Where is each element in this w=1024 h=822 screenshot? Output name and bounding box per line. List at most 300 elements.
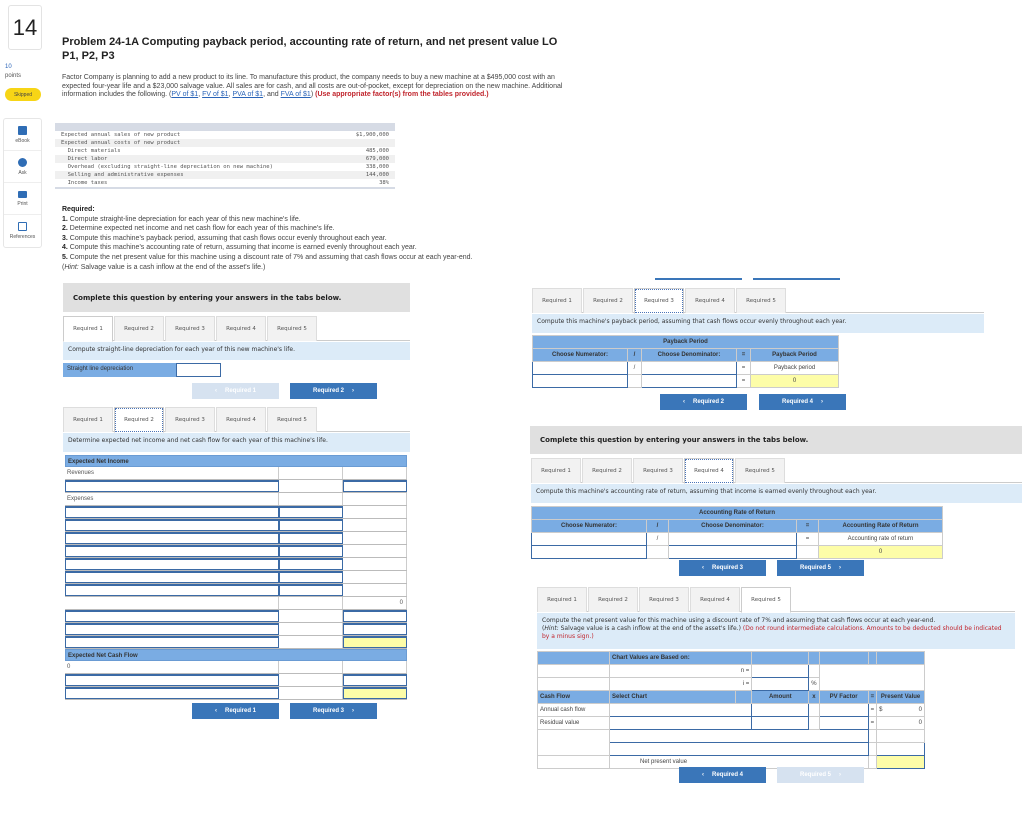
div-sign: / xyxy=(647,520,669,533)
pv-factor-input[interactable] xyxy=(819,704,868,717)
points-label: points xyxy=(5,73,22,79)
extra-row-input[interactable] xyxy=(610,743,869,756)
data-label: Direct materials xyxy=(61,148,121,154)
eq-sign: = xyxy=(868,691,877,704)
blank xyxy=(809,652,819,665)
printer-icon xyxy=(18,191,27,198)
blank xyxy=(647,546,669,559)
instruction-text: Compute the net present value for this machine using a discount rate of 7% and assuming that cash flows occur at each year-end. xyxy=(542,617,936,624)
sep: , and xyxy=(263,91,281,99)
amount-cell[interactable] xyxy=(279,558,343,570)
total-cell xyxy=(343,493,407,505)
tab-required-3[interactable]: Required 3 xyxy=(633,458,683,483)
amount-cell xyxy=(279,674,343,686)
button-label: Required 4 xyxy=(781,399,813,405)
total-cell xyxy=(343,467,407,479)
points-value: 10 xyxy=(5,64,12,70)
status-badge: Skipped xyxy=(5,88,41,101)
item-number: 2. xyxy=(62,225,68,233)
required-item xyxy=(62,224,562,234)
hint-label: Hint: xyxy=(544,625,559,632)
button-label: Required 1 xyxy=(224,388,256,394)
amount-input[interactable] xyxy=(752,704,809,717)
amount-cell xyxy=(279,687,343,699)
tab-required-3[interactable]: Required 3 xyxy=(165,407,215,432)
row-label: Residual value xyxy=(538,717,610,730)
numerator-header: Choose Numerator: xyxy=(533,349,628,362)
table-row xyxy=(65,519,407,532)
sidebar-item-ask[interactable] xyxy=(4,151,41,183)
chevron-right-icon: › xyxy=(839,565,841,571)
div-sign: / xyxy=(628,349,642,362)
percent-sign: % xyxy=(809,678,819,691)
prev-required-button[interactable] xyxy=(192,383,279,399)
req5-instruction: Compute the net present value for this machine using a discount rate of 7% and assuming that cash flows occur at each year-end. (Hint: Salvage value is a cash inflow at the end of the asset's life.) (Do not round intermediate calculations. Amounts to be deducted should be indicated by a minus sign.) xyxy=(537,613,1015,649)
data-label: Selling and administrative expenses xyxy=(61,172,184,178)
table-row xyxy=(65,480,407,493)
link-fva-of-1[interactable]: FVA of $1 xyxy=(280,91,311,99)
row-label-cell[interactable] xyxy=(65,571,279,583)
payback-table xyxy=(532,335,839,388)
tab-bar-req4 xyxy=(531,458,1022,483)
npv-label: Net present value xyxy=(610,756,869,769)
tab-required-1[interactable]: Required 1 xyxy=(532,288,582,313)
required-hint: (Hint: Salvage value is a cash inflow at the end of the asset's life.) xyxy=(62,263,266,271)
numerator-input[interactable] xyxy=(533,375,628,388)
table-row xyxy=(65,506,407,519)
depreciation-label: Straight line depreciation xyxy=(63,363,176,377)
present-value: 0 xyxy=(877,717,925,730)
book-icon xyxy=(18,126,27,135)
blank xyxy=(538,665,610,678)
data-row xyxy=(55,179,395,187)
blank xyxy=(809,717,819,730)
i-label: i = xyxy=(610,678,752,691)
npv-result[interactable] xyxy=(877,756,925,769)
tab-required-4[interactable]: Required 4 xyxy=(216,407,266,432)
item-number: 3. xyxy=(62,234,68,242)
data-value: $1,900,000 xyxy=(355,132,389,138)
button-label: Required 4 xyxy=(711,772,743,778)
data-label: Expected annual sales of new product xyxy=(61,132,181,138)
numerator-select[interactable] xyxy=(532,533,647,546)
eq-sign: = xyxy=(797,533,819,546)
select-chart-input[interactable] xyxy=(610,704,752,717)
row-label-cell xyxy=(65,597,279,609)
result-header: Accounting Rate of Return xyxy=(819,520,943,533)
sidebar-item-label: Ask xyxy=(18,169,27,176)
button-label: Required 5 xyxy=(799,565,831,571)
amount-cell[interactable] xyxy=(279,584,343,596)
sidebar-item-label: References xyxy=(9,234,36,240)
data-label: Income taxes xyxy=(61,180,108,186)
data-label: Expected annual costs of new product xyxy=(61,140,181,146)
denominator-select[interactable] xyxy=(642,362,737,375)
row-label-cell[interactable] xyxy=(65,545,279,557)
blank xyxy=(538,730,610,756)
item-text: Compute this machine's payback period, assuming that cash flows occur evenly throughout each year. xyxy=(69,234,387,242)
table-row xyxy=(65,584,407,597)
table-row xyxy=(65,467,407,480)
eq-sign: = xyxy=(737,349,751,362)
total-cell[interactable] xyxy=(343,674,407,686)
tab-required-5[interactable]: Required 5 xyxy=(736,288,786,313)
row-label-cell[interactable] xyxy=(65,687,279,699)
blank xyxy=(538,652,610,665)
prev-required-button[interactable] xyxy=(679,767,766,783)
table-row xyxy=(65,636,407,649)
row-label-cell[interactable] xyxy=(65,558,279,570)
tab-required-4[interactable]: Required 4 xyxy=(685,288,735,313)
total-cell xyxy=(343,571,407,583)
chevron-left-icon: ‹ xyxy=(701,772,704,778)
eq-sign: = xyxy=(868,704,877,717)
table-row xyxy=(65,623,407,636)
req2-instruction: Determine expected net income and net cash flow for each year of this machine's life. xyxy=(63,433,410,452)
data-value: 679,000 xyxy=(365,156,389,162)
arr-table xyxy=(531,506,943,559)
result-header: Payback Period xyxy=(751,349,839,362)
sep: , xyxy=(228,91,233,99)
extra-row-input[interactable] xyxy=(610,730,869,743)
button-label: Required 1 xyxy=(224,708,256,714)
table-row xyxy=(65,571,407,584)
amount-cell xyxy=(279,623,343,635)
blank xyxy=(809,665,819,678)
table-row xyxy=(65,493,407,506)
blank xyxy=(736,691,752,704)
tab-bar-req2 xyxy=(63,407,410,432)
data-value: 485,000 xyxy=(365,148,389,154)
pv-factor-input[interactable] xyxy=(819,717,868,730)
tab-required-2[interactable]: Required 2 xyxy=(114,407,164,433)
total-cell[interactable] xyxy=(343,623,407,635)
total-cell xyxy=(343,532,407,544)
item-number: 5. xyxy=(62,253,68,261)
chevron-left-icon: ‹ xyxy=(214,708,217,714)
table-row xyxy=(65,610,407,623)
amount-cell xyxy=(279,636,343,648)
row-label-cell[interactable] xyxy=(65,506,279,518)
sidebar-tools xyxy=(3,118,42,248)
complete-question-header: Complete this question by entering your answers in the tabs below. xyxy=(530,426,1022,454)
sidebar-item-label: eBook xyxy=(15,137,30,144)
total-cell[interactable] xyxy=(343,687,407,699)
data-row xyxy=(55,147,395,155)
tab-required-1[interactable]: Required 1 xyxy=(537,587,587,612)
prev-required-button[interactable] xyxy=(679,560,766,576)
given-data-table xyxy=(55,123,395,189)
tab-required-5[interactable]: Required 5 xyxy=(735,458,785,483)
item-text: Compute the net present value for this machine using a discount rate of 7% and assuming that cash flows occur at each year-end. xyxy=(69,253,473,261)
denominator-header: Choose Denominator: xyxy=(669,520,797,533)
denominator-input[interactable] xyxy=(669,546,797,559)
tab-bar-req1 xyxy=(63,316,410,341)
required-item xyxy=(62,243,562,253)
data-row xyxy=(55,155,395,163)
problem-text xyxy=(62,74,567,100)
div-sign: / xyxy=(628,362,642,375)
total-cell xyxy=(343,558,407,570)
button-label: Required 2 xyxy=(692,399,724,405)
next-required-button[interactable] xyxy=(290,383,377,399)
n-label: n = xyxy=(610,665,752,678)
link-pv-of-1[interactable]: PV of $1 xyxy=(171,91,199,99)
chat-bubble-icon xyxy=(18,158,27,167)
pv-factor-header: PV Factor xyxy=(819,691,868,704)
row-label-cell[interactable] xyxy=(65,519,279,531)
total-cell xyxy=(343,519,407,531)
payback-result: 0 xyxy=(751,375,839,388)
result-label: Accounting rate of return xyxy=(819,533,943,546)
eq-sign: = xyxy=(737,362,751,375)
blank xyxy=(868,743,877,756)
sidebar-item-print[interactable] xyxy=(4,183,41,215)
tab-required-3[interactable]: Required 3 xyxy=(634,288,684,314)
row-label-cell xyxy=(65,493,279,505)
chevron-left-icon: ‹ xyxy=(214,388,217,394)
select-chart-input[interactable] xyxy=(610,717,752,730)
question-number: 14 xyxy=(8,5,42,50)
blank xyxy=(797,546,819,559)
chevron-right-icon: › xyxy=(839,772,841,778)
tab-required-2[interactable]: Required 2 xyxy=(114,316,164,341)
total-cell[interactable] xyxy=(343,610,407,622)
present-value-header: Present Value xyxy=(877,691,925,704)
row-label-cell[interactable] xyxy=(65,674,279,686)
next-required-button[interactable] xyxy=(777,560,864,576)
data-value: 338,000 xyxy=(365,164,389,170)
div-sign: / xyxy=(647,533,669,546)
data-label: Direct labor xyxy=(61,156,108,162)
link-pva-of-1[interactable]: PVA of $1 xyxy=(232,91,264,99)
req4-instruction: Compute this machine's accounting rate of return, assuming that income is earned evenly throughout each year. xyxy=(531,484,1022,503)
row-label-cell[interactable] xyxy=(65,636,279,648)
denominator-input[interactable] xyxy=(642,375,737,388)
numerator-select[interactable] xyxy=(533,362,628,375)
row-label-cell[interactable] xyxy=(65,623,279,635)
denominator-header: Choose Denominator: xyxy=(642,349,737,362)
select-chart-header: Select Chart xyxy=(610,691,736,704)
cash-flow-header: Cash Flow xyxy=(538,691,610,704)
blank xyxy=(877,652,925,665)
eq-sign: = xyxy=(868,717,877,730)
numerator-input[interactable] xyxy=(532,546,647,559)
item-text: Compute straight-line depreciation for each year of this new machine's life. xyxy=(69,215,301,223)
blank xyxy=(868,756,877,769)
total-cell xyxy=(343,506,407,518)
amount-cell[interactable] xyxy=(279,545,343,557)
tab-required-1[interactable]: Required 1 xyxy=(531,458,581,483)
cash-flow-header: Expected Net Cash Flow xyxy=(65,649,407,661)
extra-value-input[interactable] xyxy=(877,743,925,756)
hint-label: Hint: xyxy=(64,263,79,271)
data-row xyxy=(55,171,395,179)
i-input[interactable] xyxy=(752,678,809,691)
hint-text: Salvage value is a cash inflow at the end of the asset's life.) xyxy=(80,263,266,271)
link-fv-of-1[interactable]: FV of $1 xyxy=(202,91,229,99)
n-input[interactable] xyxy=(752,665,809,678)
required-item xyxy=(62,253,562,263)
button-label: Required 3 xyxy=(312,708,344,714)
total-cell xyxy=(343,661,407,673)
amount-header: Amount xyxy=(752,691,809,704)
button-label: Required 3 xyxy=(711,565,743,571)
tab-required-5[interactable]: Required 5 xyxy=(267,316,317,341)
required-list xyxy=(62,205,562,272)
amount-cell[interactable] xyxy=(279,506,343,518)
amount-cell xyxy=(279,493,343,505)
blank xyxy=(868,730,877,743)
tab-required-5[interactable]: Required 5 xyxy=(741,587,791,613)
tab-required-3[interactable]: Required 3 xyxy=(165,316,215,341)
chevron-right-icon: › xyxy=(352,708,354,714)
data-row xyxy=(55,163,395,171)
documents-icon xyxy=(18,222,27,231)
blank xyxy=(538,678,610,691)
blank xyxy=(628,375,642,388)
tab-bar-req5 xyxy=(537,587,1015,612)
row-label: 0 xyxy=(67,664,71,670)
depreciation-input[interactable] xyxy=(176,363,221,377)
req1-instruction: Compute straight-line depreciation for each year of this new machine's life. xyxy=(63,342,410,360)
tab-required-4[interactable]: Required 4 xyxy=(690,587,740,612)
blank xyxy=(819,665,924,691)
table-row xyxy=(65,545,407,558)
result-label: Payback period xyxy=(751,362,839,375)
chevron-right-icon: › xyxy=(352,388,354,394)
sep: ) xyxy=(310,91,316,99)
required-item xyxy=(62,215,562,225)
net-income-header: Expected Net Income xyxy=(65,455,407,467)
amount-cell[interactable] xyxy=(279,571,343,583)
amount-cell xyxy=(279,661,343,673)
arr-result: 0 xyxy=(819,546,943,559)
tab-required-2[interactable]: Required 2 xyxy=(582,458,632,483)
amount-cell xyxy=(279,480,343,492)
data-value: 144,000 xyxy=(365,172,389,178)
amount-cell xyxy=(279,467,343,479)
item-number: 1. xyxy=(62,215,68,223)
button-label: Required 5 xyxy=(799,772,831,778)
table-row xyxy=(65,532,407,545)
prev-required-button[interactable] xyxy=(192,703,279,719)
tab-required-2[interactable]: Required 2 xyxy=(588,587,638,612)
row-label: Expenses xyxy=(67,496,94,502)
total-cell[interactable] xyxy=(343,480,407,492)
table-row xyxy=(65,558,407,571)
blank xyxy=(819,652,868,665)
row-label-cell xyxy=(65,467,279,479)
tab-bar-req3 xyxy=(532,288,984,313)
table-row xyxy=(65,687,407,700)
currency: $ xyxy=(879,707,883,713)
item-number: 4. xyxy=(62,244,68,252)
chevron-right-icon: › xyxy=(821,399,823,405)
denominator-select[interactable] xyxy=(669,533,797,546)
sep: , xyxy=(198,91,203,99)
row-label: Annual cash flow xyxy=(538,704,610,717)
blank xyxy=(877,730,925,743)
row-label-cell xyxy=(65,661,279,673)
blank xyxy=(809,704,819,717)
sidebar-item-references[interactable] xyxy=(4,215,41,247)
total-cell xyxy=(343,597,407,609)
net-income-table xyxy=(65,455,407,700)
tab-required-2[interactable]: Required 2 xyxy=(583,288,633,313)
eq-sign: = xyxy=(797,520,819,533)
blank xyxy=(868,652,877,665)
prev-required-button[interactable] xyxy=(660,394,747,410)
row-label-cell[interactable] xyxy=(65,480,279,492)
times-sign: x xyxy=(809,691,819,704)
tab-required-5[interactable]: Required 5 xyxy=(267,407,317,432)
button-label: Required 2 xyxy=(312,388,344,394)
eq-sign: = xyxy=(737,375,751,388)
complete-question-header: Complete this question by entering your answers in the tabs below. xyxy=(63,283,410,312)
total-cell[interactable] xyxy=(343,636,407,648)
rounding-note: (Do not round intermediate calculations. Amounts to be deducted should be indicated by a minus sign.) xyxy=(542,625,1002,640)
total-value: 0 xyxy=(399,600,403,606)
tab-required-4[interactable]: Required 4 xyxy=(684,458,734,484)
sidebar-item-ebook[interactable] xyxy=(4,119,41,151)
tab-required-3[interactable]: Required 3 xyxy=(639,587,689,612)
table-row xyxy=(65,597,407,610)
data-row xyxy=(55,139,395,147)
row-label: Revenues xyxy=(67,470,95,476)
problem-body: Factor Company is planning to add a new product to its line. To manufacture this product, the company needs to buy a new machine at a $495,000 cost with an expected four-year life and a $23,000 salvage value. All sales are for cash, and all costs are out-of-pocket, except for depreciation on the new machine. Additional information includes the following. ( xyxy=(62,74,563,99)
chevron-left-icon: ‹ xyxy=(701,565,704,571)
divider xyxy=(655,278,742,280)
payback-title: Payback Period xyxy=(533,336,839,349)
amount-cell xyxy=(279,597,343,609)
required-item xyxy=(62,234,562,244)
amount-input[interactable] xyxy=(752,717,809,730)
amount-cell[interactable] xyxy=(279,532,343,544)
data-value: 38% xyxy=(379,180,389,186)
divider xyxy=(753,278,840,280)
data-row xyxy=(55,131,395,139)
amount-cell xyxy=(279,610,343,622)
row-label-cell[interactable] xyxy=(65,532,279,544)
arr-title: Accounting Rate of Return xyxy=(532,507,943,520)
table-row xyxy=(65,661,407,674)
tab-required-1[interactable]: Required 1 xyxy=(63,316,113,342)
total-cell xyxy=(343,584,407,596)
tab-required-4[interactable]: Required 4 xyxy=(216,316,266,341)
row-label-cell[interactable] xyxy=(65,584,279,596)
row-label-cell[interactable] xyxy=(65,610,279,622)
factor-instruction: (Use appropriate factor(s) from the tables provided.) xyxy=(315,91,489,99)
blank xyxy=(538,756,610,769)
value: 0 xyxy=(918,707,922,713)
next-required-button[interactable] xyxy=(290,703,377,719)
numerator-header: Choose Numerator: xyxy=(532,520,647,533)
npv-table xyxy=(537,651,925,769)
hint-text: Salvage value is a cash inflow at the end of the asset's life.) xyxy=(560,625,741,632)
next-required-button[interactable] xyxy=(777,767,864,783)
required-heading: Required: xyxy=(62,206,95,213)
item-text: Determine expected net income and net cash flow for each year of this machine's life. xyxy=(69,225,335,233)
chart-based-label: Chart Values are Based on: xyxy=(610,652,752,665)
table-row xyxy=(65,674,407,687)
sidebar-item-label: Print xyxy=(17,200,28,207)
tab-required-1[interactable]: Required 1 xyxy=(63,407,113,432)
next-required-button[interactable] xyxy=(759,394,846,410)
amount-cell[interactable] xyxy=(279,519,343,531)
present-value xyxy=(877,704,925,717)
problem-title: Problem 24-1A Computing payback period, accounting rate of return, and net present value LO P1, P2, P3 xyxy=(62,36,558,62)
